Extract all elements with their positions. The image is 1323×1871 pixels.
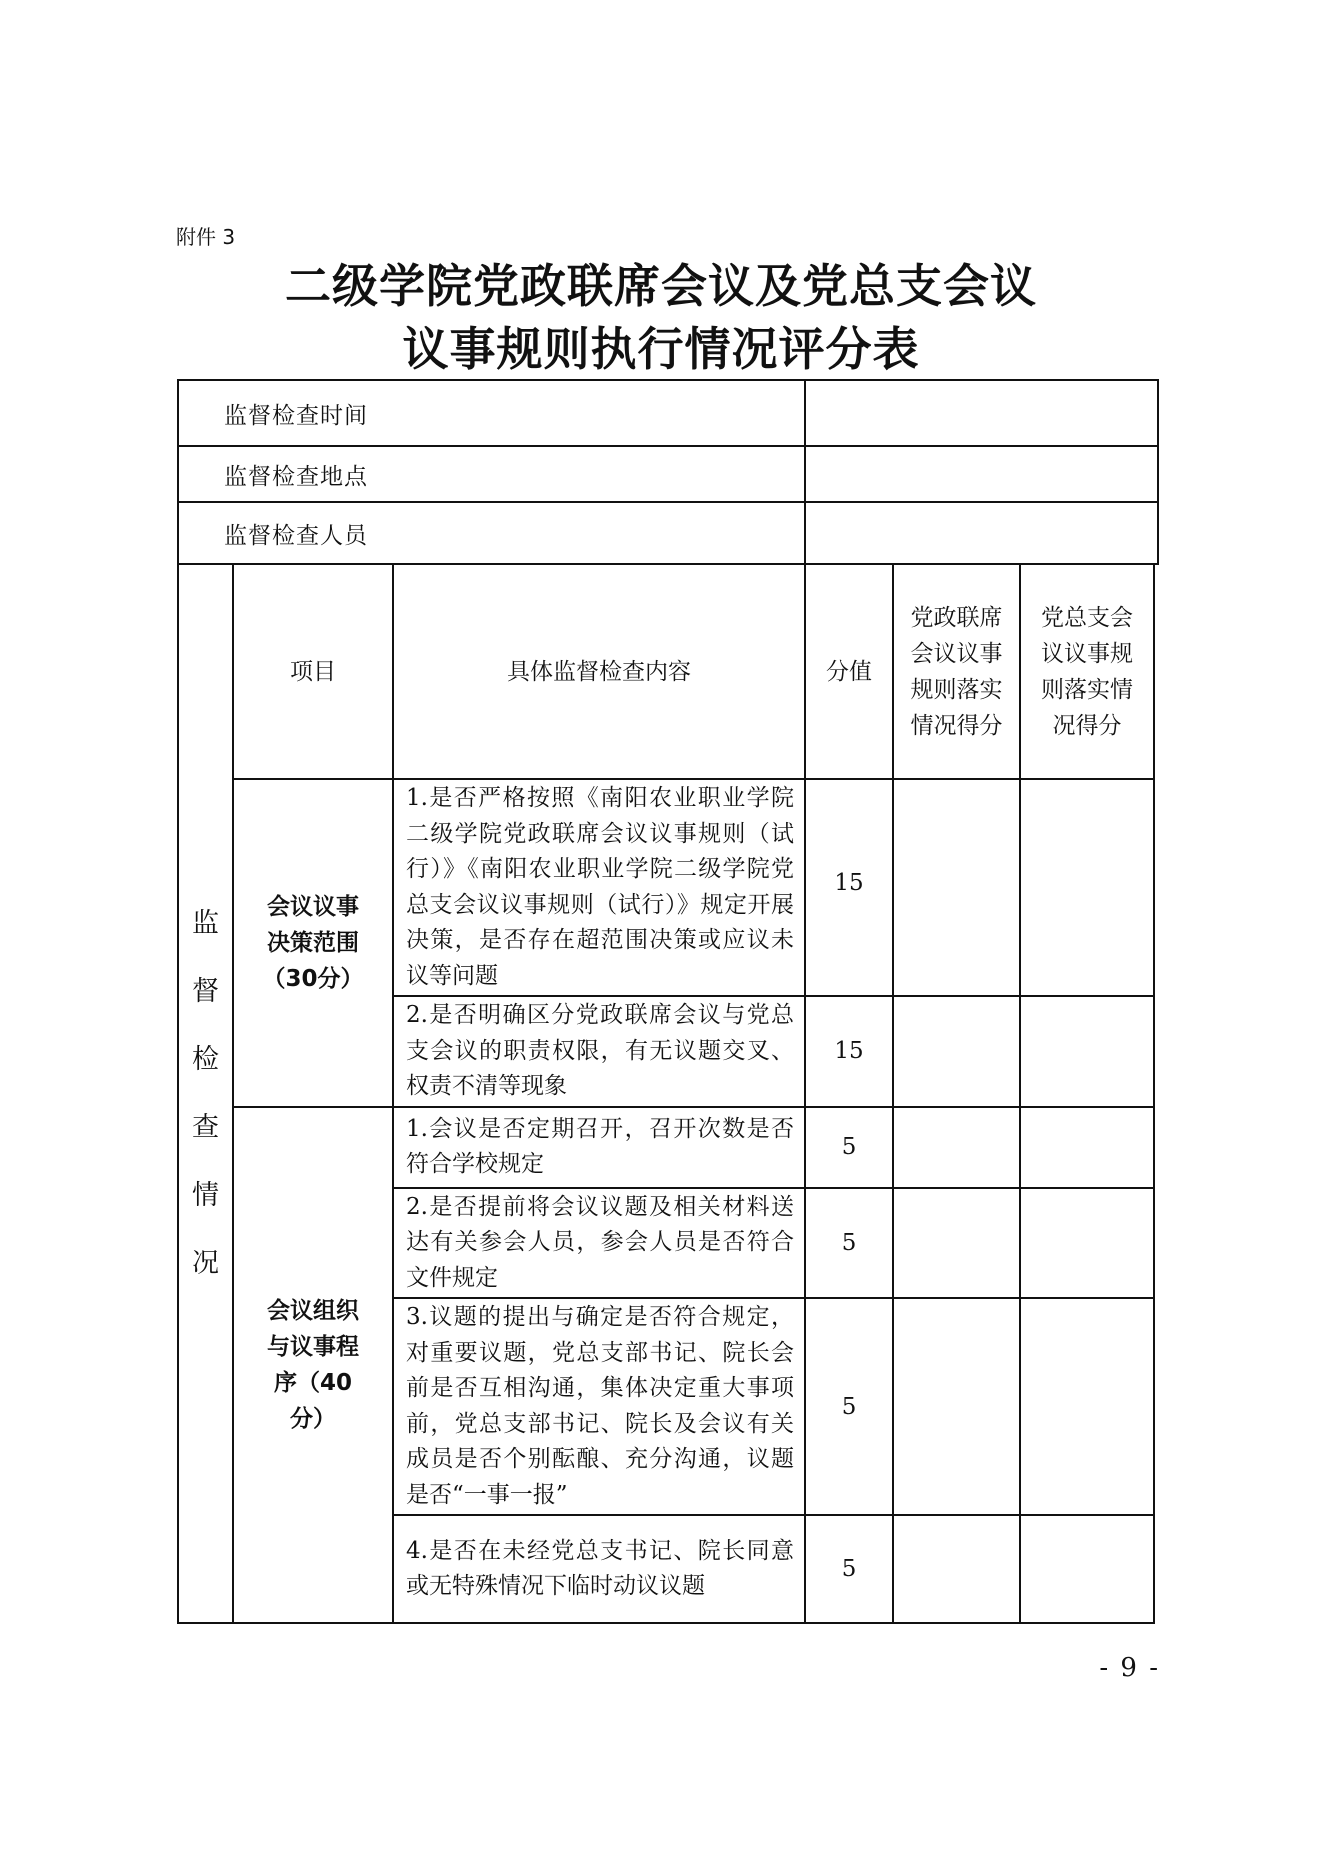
info-value-personnel[interactable] bbox=[805, 502, 1158, 564]
info-value-time[interactable] bbox=[805, 380, 1158, 446]
column-header-content: 具体监督检查内容 bbox=[393, 564, 805, 779]
joint-meeting-score-cell[interactable] bbox=[893, 1107, 1020, 1188]
document-title-line-2: 议事规则执行情况评分表 bbox=[402, 322, 920, 376]
branch-meeting-score-cell[interactable] bbox=[1020, 779, 1154, 996]
check-content: 2.是否明确区分党政联席会议与党总支会议的职责权限，有无议题交叉、权责不清等现象 bbox=[393, 996, 805, 1107]
group-label-decision-scope bbox=[233, 779, 393, 1107]
document-title-line-1: 二级学院党政联席会议及党总支会议 bbox=[285, 259, 1037, 313]
score-table bbox=[177, 379, 1159, 1624]
joint-meeting-score-cell[interactable] bbox=[893, 779, 1020, 996]
branch-meeting-score-cell[interactable] bbox=[1020, 1515, 1154, 1623]
group-label-meeting-procedure bbox=[233, 1107, 393, 1624]
section-label-vertical bbox=[178, 564, 233, 1623]
group-label-decision-scope-text: 会议议事决策范围（30分） bbox=[262, 893, 364, 992]
section-label-char: 监 bbox=[192, 907, 219, 939]
section-label-char: 查 bbox=[192, 1111, 219, 1143]
info-row-place bbox=[178, 446, 1158, 502]
branch-meeting-score-cell[interactable] bbox=[1020, 996, 1154, 1107]
check-content: 1.是否严格按照《南阳农业职业学院二级学院党政联席会议议事规则（试行）》《南阳农业职业学院二级学院党总支会议议事规则（试行）》规定开展决策，是否存在超范围决策或应议未议等问题 bbox=[393, 779, 805, 996]
score-value: 5 bbox=[805, 1515, 893, 1623]
info-label-personnel: 监督检查人员 bbox=[178, 502, 805, 564]
joint-meeting-score-cell[interactable] bbox=[893, 1515, 1020, 1623]
joint-meeting-score-cell[interactable] bbox=[893, 1298, 1020, 1515]
check-content: 1.会议是否定期召开，召开次数是否符合学校规定 bbox=[393, 1107, 805, 1188]
page-number: - 9 - bbox=[1099, 1653, 1160, 1683]
info-value-place[interactable] bbox=[805, 446, 1158, 502]
joint-meeting-score-cell[interactable] bbox=[893, 996, 1020, 1107]
column-header-item: 项目 bbox=[233, 564, 393, 779]
column-header-score: 分值 bbox=[805, 564, 893, 779]
branch-meeting-score-cell[interactable] bbox=[1020, 1298, 1154, 1515]
info-label-place: 监督检查地点 bbox=[178, 446, 805, 502]
score-value: 5 bbox=[805, 1107, 893, 1188]
group-label-meeting-procedure-text: 会议组织与议事程序（40分） bbox=[267, 1297, 359, 1432]
info-label-time: 监督检查时间 bbox=[178, 380, 805, 446]
check-content: 2.是否提前将会议议题及相关材料送达有关参会人员，参会人员是否符合文件规定 bbox=[393, 1188, 805, 1299]
section-label-char: 情 bbox=[192, 1179, 219, 1211]
check-content: 3.议题的提出与确定是否符合规定，对重要议题，党总支部书记、院长会前是否互相沟通，集体决定重大事项前，党总支部书记、院长及会议有关成员是否个别酝酿、充分沟通，议题是否“一事一报” bbox=[393, 1298, 805, 1515]
joint-meeting-score-cell[interactable] bbox=[893, 1188, 1020, 1299]
column-header-branch-meeting-score bbox=[1020, 564, 1154, 779]
column-header-joint-meeting-score bbox=[893, 564, 1020, 779]
table-row bbox=[178, 779, 1158, 996]
column-header-row bbox=[178, 564, 1158, 779]
score-value: 15 bbox=[805, 779, 893, 996]
branch-meeting-score-cell[interactable] bbox=[1020, 1188, 1154, 1299]
section-label-char: 检 bbox=[192, 1043, 219, 1075]
info-row-personnel bbox=[178, 502, 1158, 564]
column-header-joint-meeting-score-text: 党政联席会议议事规则落实情况得分 bbox=[910, 604, 1003, 739]
score-value: 5 bbox=[805, 1188, 893, 1299]
score-value: 15 bbox=[805, 996, 893, 1107]
check-content: 4.是否在未经党总支书记、院长同意或无特殊情况下临时动议议题 bbox=[393, 1515, 805, 1623]
column-header-branch-meeting-score-text: 党总支会议议事规则落实情况得分 bbox=[1041, 604, 1134, 739]
table-row bbox=[178, 1107, 1158, 1188]
score-value: 5 bbox=[805, 1298, 893, 1515]
branch-meeting-score-cell[interactable] bbox=[1020, 1107, 1154, 1188]
section-label-char: 督 bbox=[192, 975, 219, 1007]
attachment-label: 附件 3 bbox=[176, 225, 236, 249]
section-label-char: 况 bbox=[192, 1247, 219, 1279]
info-row-time bbox=[178, 380, 1158, 446]
